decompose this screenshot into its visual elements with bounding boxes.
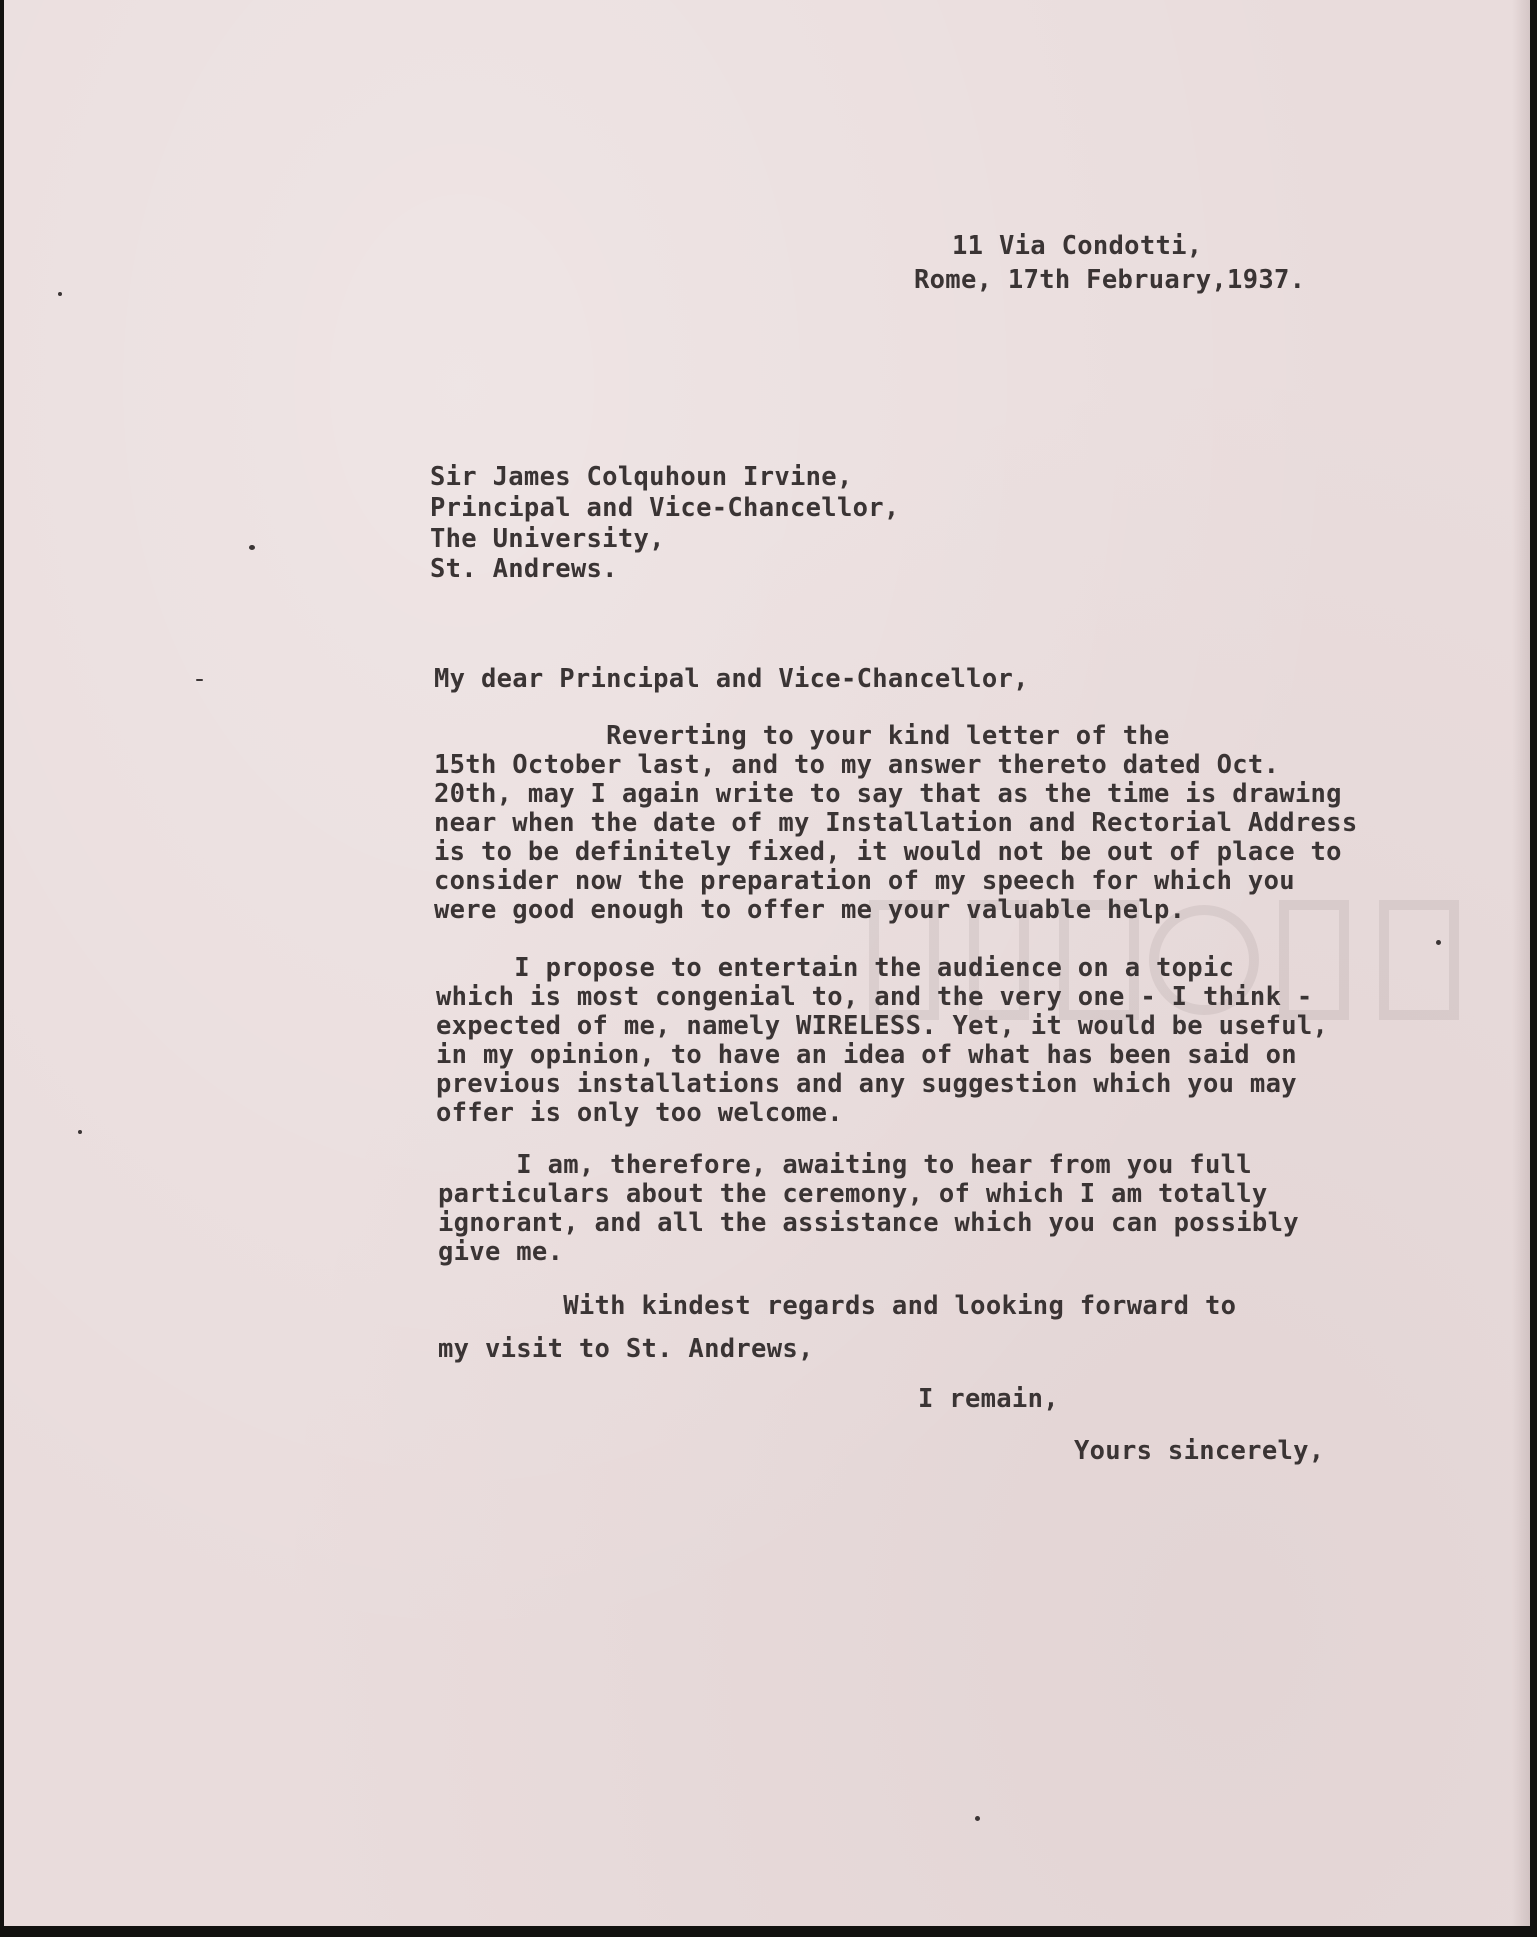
closing-sincerely: Yours sincerely, bbox=[1074, 1436, 1325, 1466]
body-line: I am, therefore, awaiting to hear from you full bbox=[438, 1150, 1252, 1180]
paper-speck bbox=[78, 1130, 82, 1134]
body-line: 20th, may I again write to say that as the time is drawing bbox=[434, 779, 1342, 809]
closing-remain: I remain, bbox=[918, 1384, 1059, 1414]
body-line: give me. bbox=[438, 1237, 564, 1267]
body-line: in my opinion, to have an idea of what has been said on bbox=[436, 1040, 1297, 1070]
body-line: particulars about the ceremony, of which I am totally bbox=[438, 1179, 1268, 1209]
body-line: With kindest regards and looking forward to bbox=[438, 1291, 1237, 1321]
body-line: which is most congenial to, and the very one - I think - bbox=[436, 982, 1313, 1012]
body-line: near when the date of my Installation and Rectorial Address bbox=[434, 808, 1358, 838]
salutation: My dear Principal and Vice-Chancellor, bbox=[434, 664, 1029, 694]
paper-speck bbox=[975, 1816, 980, 1821]
recipient-line: St. Andrews. bbox=[430, 554, 618, 584]
letter-sheet bbox=[4, 0, 1530, 1926]
body-line: expected of me, namely WIRELESS. Yet, it would be useful, bbox=[436, 1011, 1329, 1041]
body-line: Reverting to your kind letter of the bbox=[434, 721, 1170, 751]
body-line: ignorant, and all the assistance which you can possibly bbox=[438, 1208, 1299, 1238]
paper-speck bbox=[1436, 940, 1441, 945]
recipient-line: The University, bbox=[430, 524, 665, 554]
paper-speck bbox=[196, 679, 203, 681]
sender-address-line: 11 Via Condotti, bbox=[952, 231, 1203, 261]
paper-speck bbox=[58, 292, 62, 296]
body-line: my visit to St. Andrews, bbox=[438, 1334, 814, 1364]
recipient-line: Principal and Vice-Chancellor, bbox=[430, 493, 900, 523]
page-edge-shadow bbox=[1512, 0, 1530, 1926]
body-line: previous installations and any suggestion which you may bbox=[436, 1069, 1297, 1099]
body-line: is to be definitely fixed, it would not be out of place to bbox=[434, 837, 1342, 867]
paper-speck bbox=[249, 545, 255, 550]
body-line: 15th October last, and to my answer thereto dated Oct. bbox=[434, 750, 1280, 780]
letter-date-line: Rome, 17th February,1937. bbox=[914, 265, 1306, 295]
body-line: consider now the preparation of my speech for which you bbox=[434, 866, 1295, 896]
body-line: were good enough to offer me your valuable help. bbox=[434, 895, 1186, 925]
body-line: offer is only too welcome. bbox=[436, 1098, 843, 1128]
recipient-line: Sir James Colquhoun Irvine, bbox=[430, 462, 853, 492]
body-line: I propose to entertain the audience on a topic bbox=[436, 953, 1235, 983]
